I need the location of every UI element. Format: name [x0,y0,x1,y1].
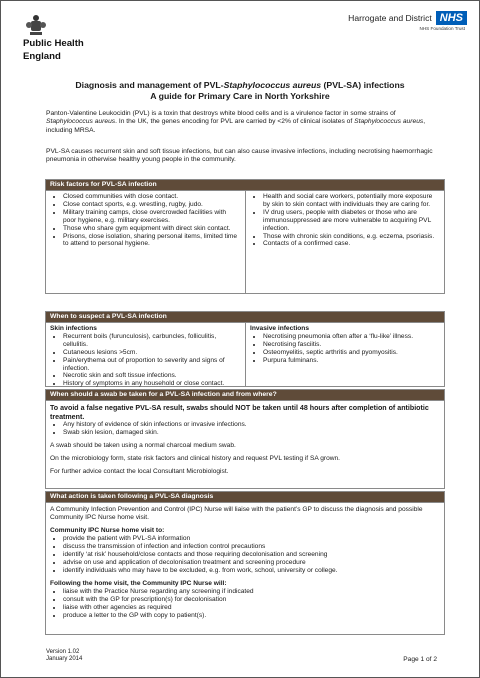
list-item: • Necrotic skin and soft tissue infections. [63,372,241,380]
suspect-box [45,311,445,387]
list-item: • History of symptoms in any household or close contact. [63,380,241,388]
version-label: Version 1.02 [46,649,80,655]
list-item: • Those who share gym equipment with direct skin contact. [63,225,241,233]
title-part-1: Diagnosis and management of PVL- [75,80,224,90]
intro1-c: . In the UK, the genes encoding for PVL are carried by <2% of clinical isolates of [115,118,355,126]
intro2-text: PVL-SA causes recurrent skin and soft tissue infections, but can also cause invasive infections, including necrotising haemorrhagic pneumonia in otherwise healthy young people in the community. [46,148,433,164]
action-paragraph: A Community Infection Prevention and Control (IPC) Nurse will liaise with the patient’s GP to discuss the diagnosis and possible Community IPC Nurse home visit. [50,506,423,521]
nhs-badge: NHS [436,11,467,25]
list-item: • Swab skin lesion, damaged skin. [63,429,440,437]
title-line-1 [1,80,479,91]
skin-infections-column [46,323,245,387]
skin-infections-title: Skin infections [50,325,97,332]
list-item: • Prisons, close isolation, sharing personal items, limited time to attend to personal hygiene. [63,233,241,249]
swab-heading: When should a swab be taken for a PVL-SA infection and from where? [46,390,444,401]
suspect-heading: When to suspect a PVL-SA infection [46,312,444,323]
follow-up-title: Following the home visit, the Community IPC Nurse will: [50,580,227,587]
title-part-3: (PVL-SA) infections [321,80,405,90]
title-line-2: A guide for Primary Care in North Yorkshire [150,91,330,101]
phe-name-line1: Public Health [23,38,84,49]
invasive-infections-title: Invasive infections [250,325,309,332]
trust-logo [348,11,467,31]
list-item: • liaise with the Practice Nurse regarding any screening if indicated [63,588,440,596]
list-item: • provide the patient with PVL-SA information [63,535,440,543]
risk-factors-left [46,191,245,294]
list-item: • Those with chronic skin conditions, e.g. eczema, psoriasis. [263,233,440,241]
intro1-a: Panton-Valentine Leukocidin (PVL) is a toxin that destroys white blood cells and is a virulence factor in some strains of [46,110,396,117]
action-heading: What action is taken following a PVL-SA diagnosis [46,492,444,503]
date-label: January 2014 [46,656,83,663]
list-item: • discuss the transmission of infection and infection control precautions [63,543,440,551]
home-visit-title: Community IPC Nurse home visit to: [50,527,165,534]
swab-warning: To avoid a false negative PVL-SA result, swabs should NOT be taken until 48 hours after completion of antibiotic treatment. [50,404,429,421]
intro-paragraph-1 [46,110,444,135]
document-title [1,80,479,102]
swab-paragraph-2: On the microbiology form, state risk factors and clinical history and request PVL testing if SA grown. [50,455,341,463]
intro-paragraph-2 [46,148,444,165]
header [1,1,479,73]
intro1-b: Staphylococcus aureus [46,118,116,126]
risk-factors-right [245,191,444,294]
trust-name: Harrogate and District [348,13,432,23]
list-item: • Purpura fulminans. [263,357,440,365]
action-box [45,491,445,635]
intro1-e: , including MRSA. [46,118,426,134]
list-item: • Necrotising fasciitis. [263,341,440,349]
title-part-2: Staphylococcus aureus [223,80,322,90]
phe-name-line2: England [23,50,61,62]
list-item: • Necrotising pneumonia often after a ‘flu-like’ illness. [263,333,440,341]
action-content [46,503,444,623]
list-item: • Military training camps, close overcrowded facilities with poor hygiene, e.g. military exercises. [63,209,241,225]
phe-logo [23,13,84,62]
list-item: • identify ‘at risk’ household/close contacts and those requiring decolonisation and screening [63,551,440,559]
page-number: Page 1 of 2 [403,656,437,663]
list-item: • Closed communities with close contact. [63,193,241,201]
list-item: • liaise with other agencies as required [63,604,440,612]
risk-factors-heading: Risk factors for PVL-SA infection [46,180,444,191]
list-item: • identify individuals who may have to be excluded, e.g. from work, school, university or college. [63,567,440,575]
trust-subtitle: NHS Foundation Trust [419,26,465,31]
swab-content [46,401,444,479]
list-item: • Cutaneous lesions >5cm. [63,349,241,357]
list-item: • Osteomyelitis, septic arthritis and pyomyositis. [263,349,440,357]
list-item: • Contacts of a confirmed case. [263,240,440,248]
swab-paragraph-1: A swab should be taken using a normal charcoal medium swab. [50,442,236,450]
list-item: • Pain/erythema out of proportion to severity and signs of infection. [63,357,241,373]
footer-version-block [46,649,82,663]
risk-factors-box [45,179,445,294]
swab-paragraph-3: For further advice contact the local Consultant Microbiologist. [50,468,229,476]
list-item: • Health and social care workers, potentially more exposure by skin to skin contact with individuals they are caring for. [263,193,440,209]
list-item: • IV drug users, people with diabetes or those who are immunosuppressed are more vulnerable to acquiring PVL infection. [263,209,440,233]
list-item: • Any history of evidence of skin infections or invasive infections. [63,421,440,429]
list-item: • Recurrent boils (furunculosis), carbuncles, folliculitis, cellulitis. [63,333,241,349]
list-item: • produce a letter to the GP with copy to patient(s). [63,612,440,620]
intro1-d: Staphylococcus aureus [354,118,424,126]
list-item: • Close contact sports, e.g. wrestling, rugby, judo. [63,201,241,209]
list-item: • advise on use and application of decolonisation treatment and screening procedure [63,559,440,567]
royal-crest-icon [25,13,47,37]
invasive-infections-column [245,323,444,387]
list-item: • consult with the GP for prescription(s) for decolonisation [63,596,440,604]
swab-box [45,389,445,489]
